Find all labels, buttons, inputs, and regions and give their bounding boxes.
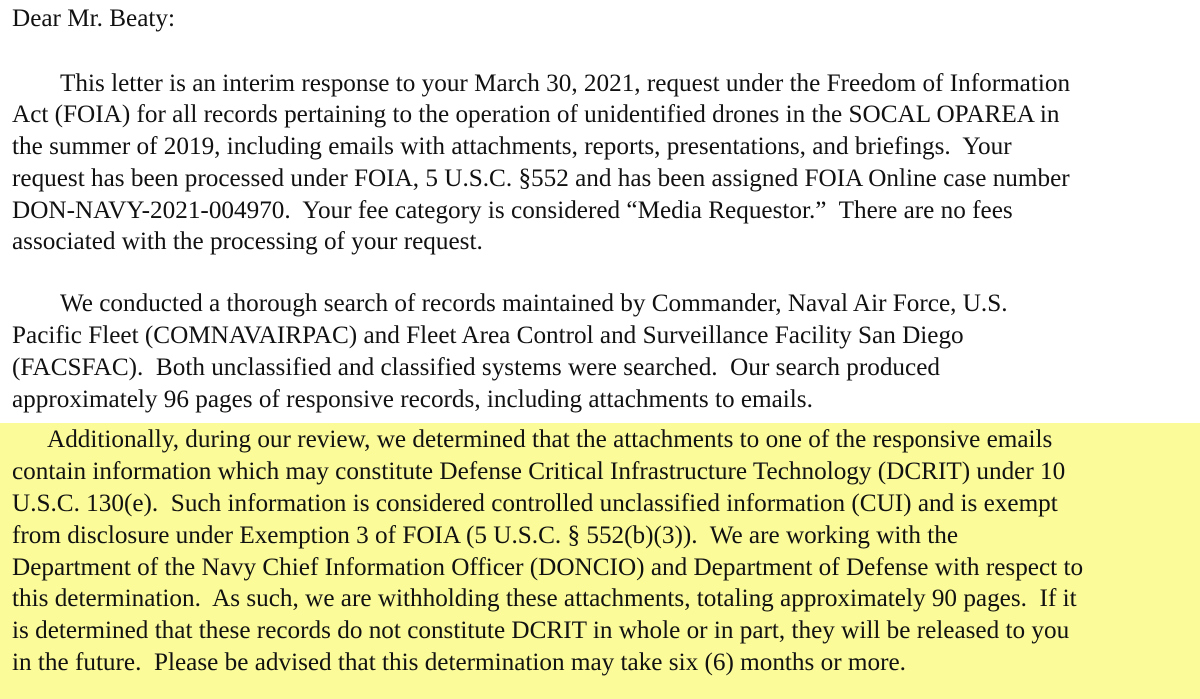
paragraph-3-line: Additionally, during our review, we determined that the attachments to one of the responsive emails	[47, 426, 1053, 453]
paragraph-3-line: contain information which may constitute Defense Critical Infrastructure Technology (DCRIT) under 10	[12, 458, 1066, 485]
paragraph-3-line: this determination. As such, we are withholding these attachments, totaling approximately 90 pages. If it	[12, 585, 1077, 612]
paragraph-3-line: U.S.C. 130(e). Such information is considered controlled unclassified information (CUI) and is exempt	[12, 490, 1058, 517]
paragraph-2-line: approximately 96 pages of responsive records, including attachments to emails.	[12, 386, 813, 413]
paragraph-3-line: from disclosure under Exemption 3 of FOIA (5 U.S.C. § 552(b)(3)). We are working with the	[12, 522, 959, 549]
paragraph-3-line: in the future. Please be advised that this determination may take six (6) months or more.	[12, 649, 906, 676]
salutation: Dear Mr. Beaty:	[12, 5, 175, 32]
paragraph-1-line: Act (FOIA) for all records pertaining to the operation of unidentified drones in the SOCAL OPAREA in	[12, 101, 1060, 128]
paragraph-3-line: is determined that these records do not constitute DCRIT in whole or in part, they will be released to you	[12, 617, 1070, 644]
paragraph-3-line: Department of the Navy Chief Information Officer (DONCIO) and Department of Defense with respect to	[12, 554, 1084, 581]
paragraph-1-line: the summer of 2019, including emails with attachments, reports, presentations, and briefings. Your	[12, 133, 1012, 160]
paragraph-1-line: This letter is an interim response to your March 30, 2021, request under the Freedom of Information	[60, 70, 1071, 97]
paragraph-1-line: request has been processed under FOIA, 5 U.S.C. §552 and has been assigned FOIA Online case number	[12, 165, 1070, 192]
paragraph-1-line: DON-NAVY-2021-004970. Your fee category is considered “Media Requestor.” There are no fees	[12, 197, 1013, 224]
paragraph-2-line: (FACSFAC). Both unclassified and classified systems were searched. Our search produced	[12, 354, 940, 381]
paragraph-1-line: associated with the processing of your request.	[12, 228, 483, 255]
paragraph-2-line: We conducted a thorough search of records maintained by Commander, Naval Air Force, U.S.	[60, 290, 1008, 317]
paragraph-2-line: Pacific Fleet (COMNAVAIRPAC) and Fleet Area Control and Surveillance Facility San Diego	[12, 322, 964, 349]
